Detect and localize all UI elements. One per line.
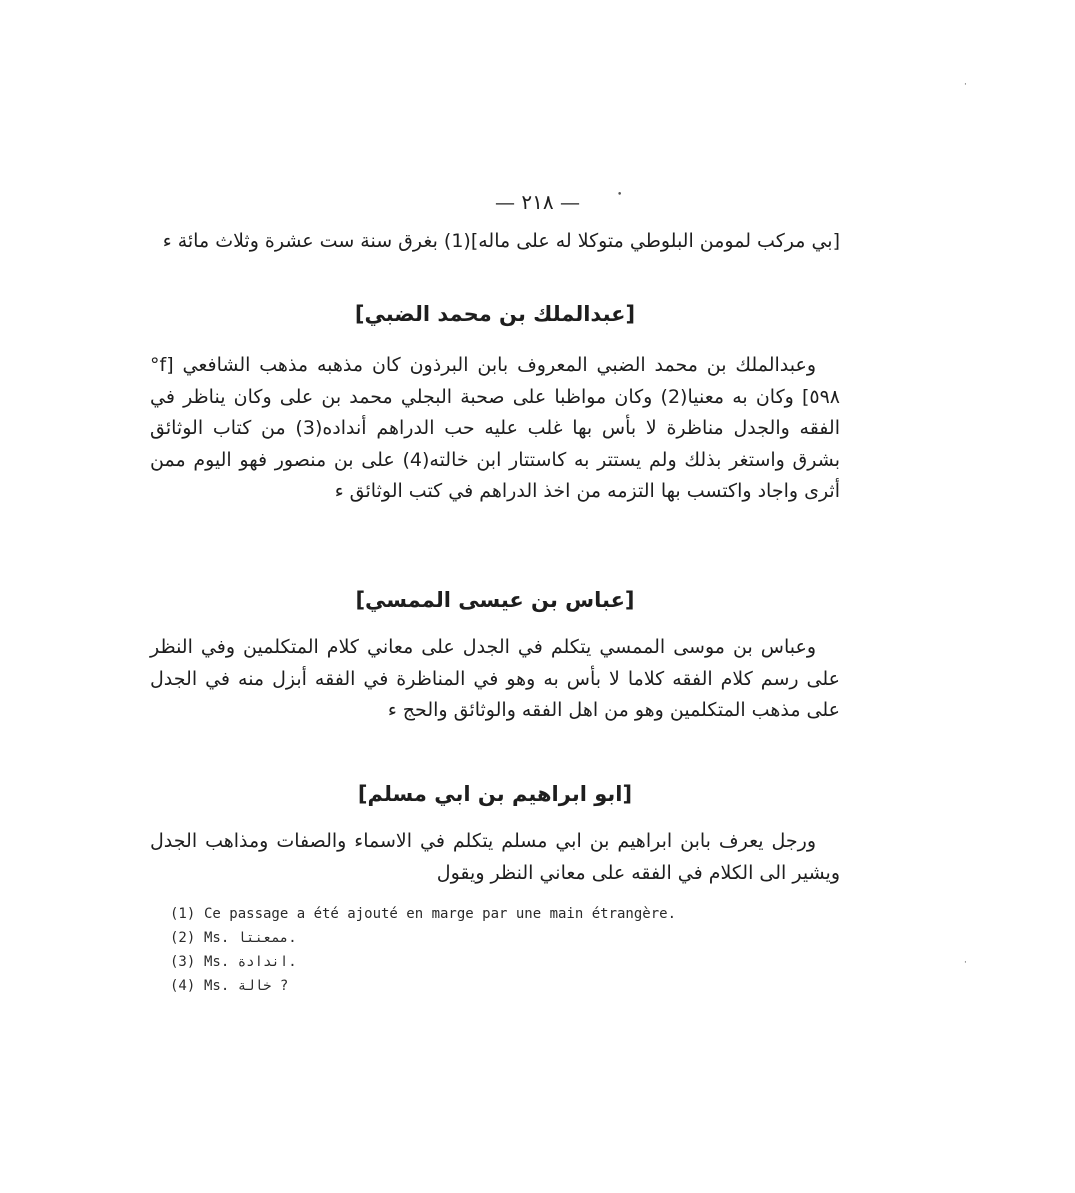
intro-paragraph [150,226,840,258]
footnote [170,902,676,926]
section-body-abbas [150,632,840,727]
section-body-abdelmalik [150,350,840,508]
intro-text: [بي مركب لمومن البلوطي متوكلا له على ماله](1) بغرق سنة ست عشرة وثلاث مائة ء [162,230,840,252]
footnotes [170,902,676,998]
section-heading-ibrahim: [ابو ابراهيم بن ابي مسلم] [357,782,633,806]
footnote-text: Ms. خالة ? [204,978,289,994]
footnote [170,950,676,974]
footnote-number: (4) [170,978,196,994]
footnote-number: (3) [170,954,196,970]
section-heading-abbas: [عباس بن عيسى الممسي] [355,588,635,612]
section-text: وعباس بن موسى الممسي يتكلم في الجدل على معاني كلام المتكلمين وفي النظر على رسم كلام الفقه كلاما لا بأس به وهو في المناظرة في الفقه أبزل منه في الجدل على مذهب المتكلمين وهو من اهل الفقه والوثائق والحج ء [150,636,840,721]
section-text: وعبدالملك بن محمد الضبي المعروف بابن البرذون كان مذهبه مذهب الشافعي [f° ٥٩٨] وكان به معنيا(2) وكان مواظبا على صحبة البجلي محمد بن على وكان يناظر في الفقه والجدل مناظرة لا بأس بها غلب عليه حب الدراهم أنداده(3) من كتاب الوثائق بشرق واستغر بذلك ولم يستتر به كاستتار ابن خالته(4) على بن منصور فهو اليوم ممن أثرى واجاد واكتسب بها التزمه من اخذ الدراهم في كتب الوثائق ء [150,354,840,502]
footnote-text: Ms. اندادة. [204,954,297,970]
footnote-text: Ms. ممعنتا. [204,930,297,946]
footnote-number: (2) [170,930,196,946]
footnote [170,974,676,998]
footnote-number: (1) [170,906,196,922]
scan-speck: · [964,958,967,968]
section-heading-abdelmalik: [عبدالملك بن محمد الضبي] [354,302,636,326]
footnote [170,926,676,950]
scan-speck: • [617,190,623,200]
footnote-text: Ce passage a été ajouté en marge par une main étrangère. [204,906,677,922]
section-text: ورجل يعرف بابن ابراهيم بن ابي مسلم يتكلم في الاسماء والصفات ومذاهب الجدل ويشير الى الكلام في الفقه على معاني النظر ويقول [150,830,840,884]
scan-speck: · [964,80,967,90]
page-number: — ٢١٨ — [495,190,580,214]
section-body-ibrahim [150,826,840,889]
